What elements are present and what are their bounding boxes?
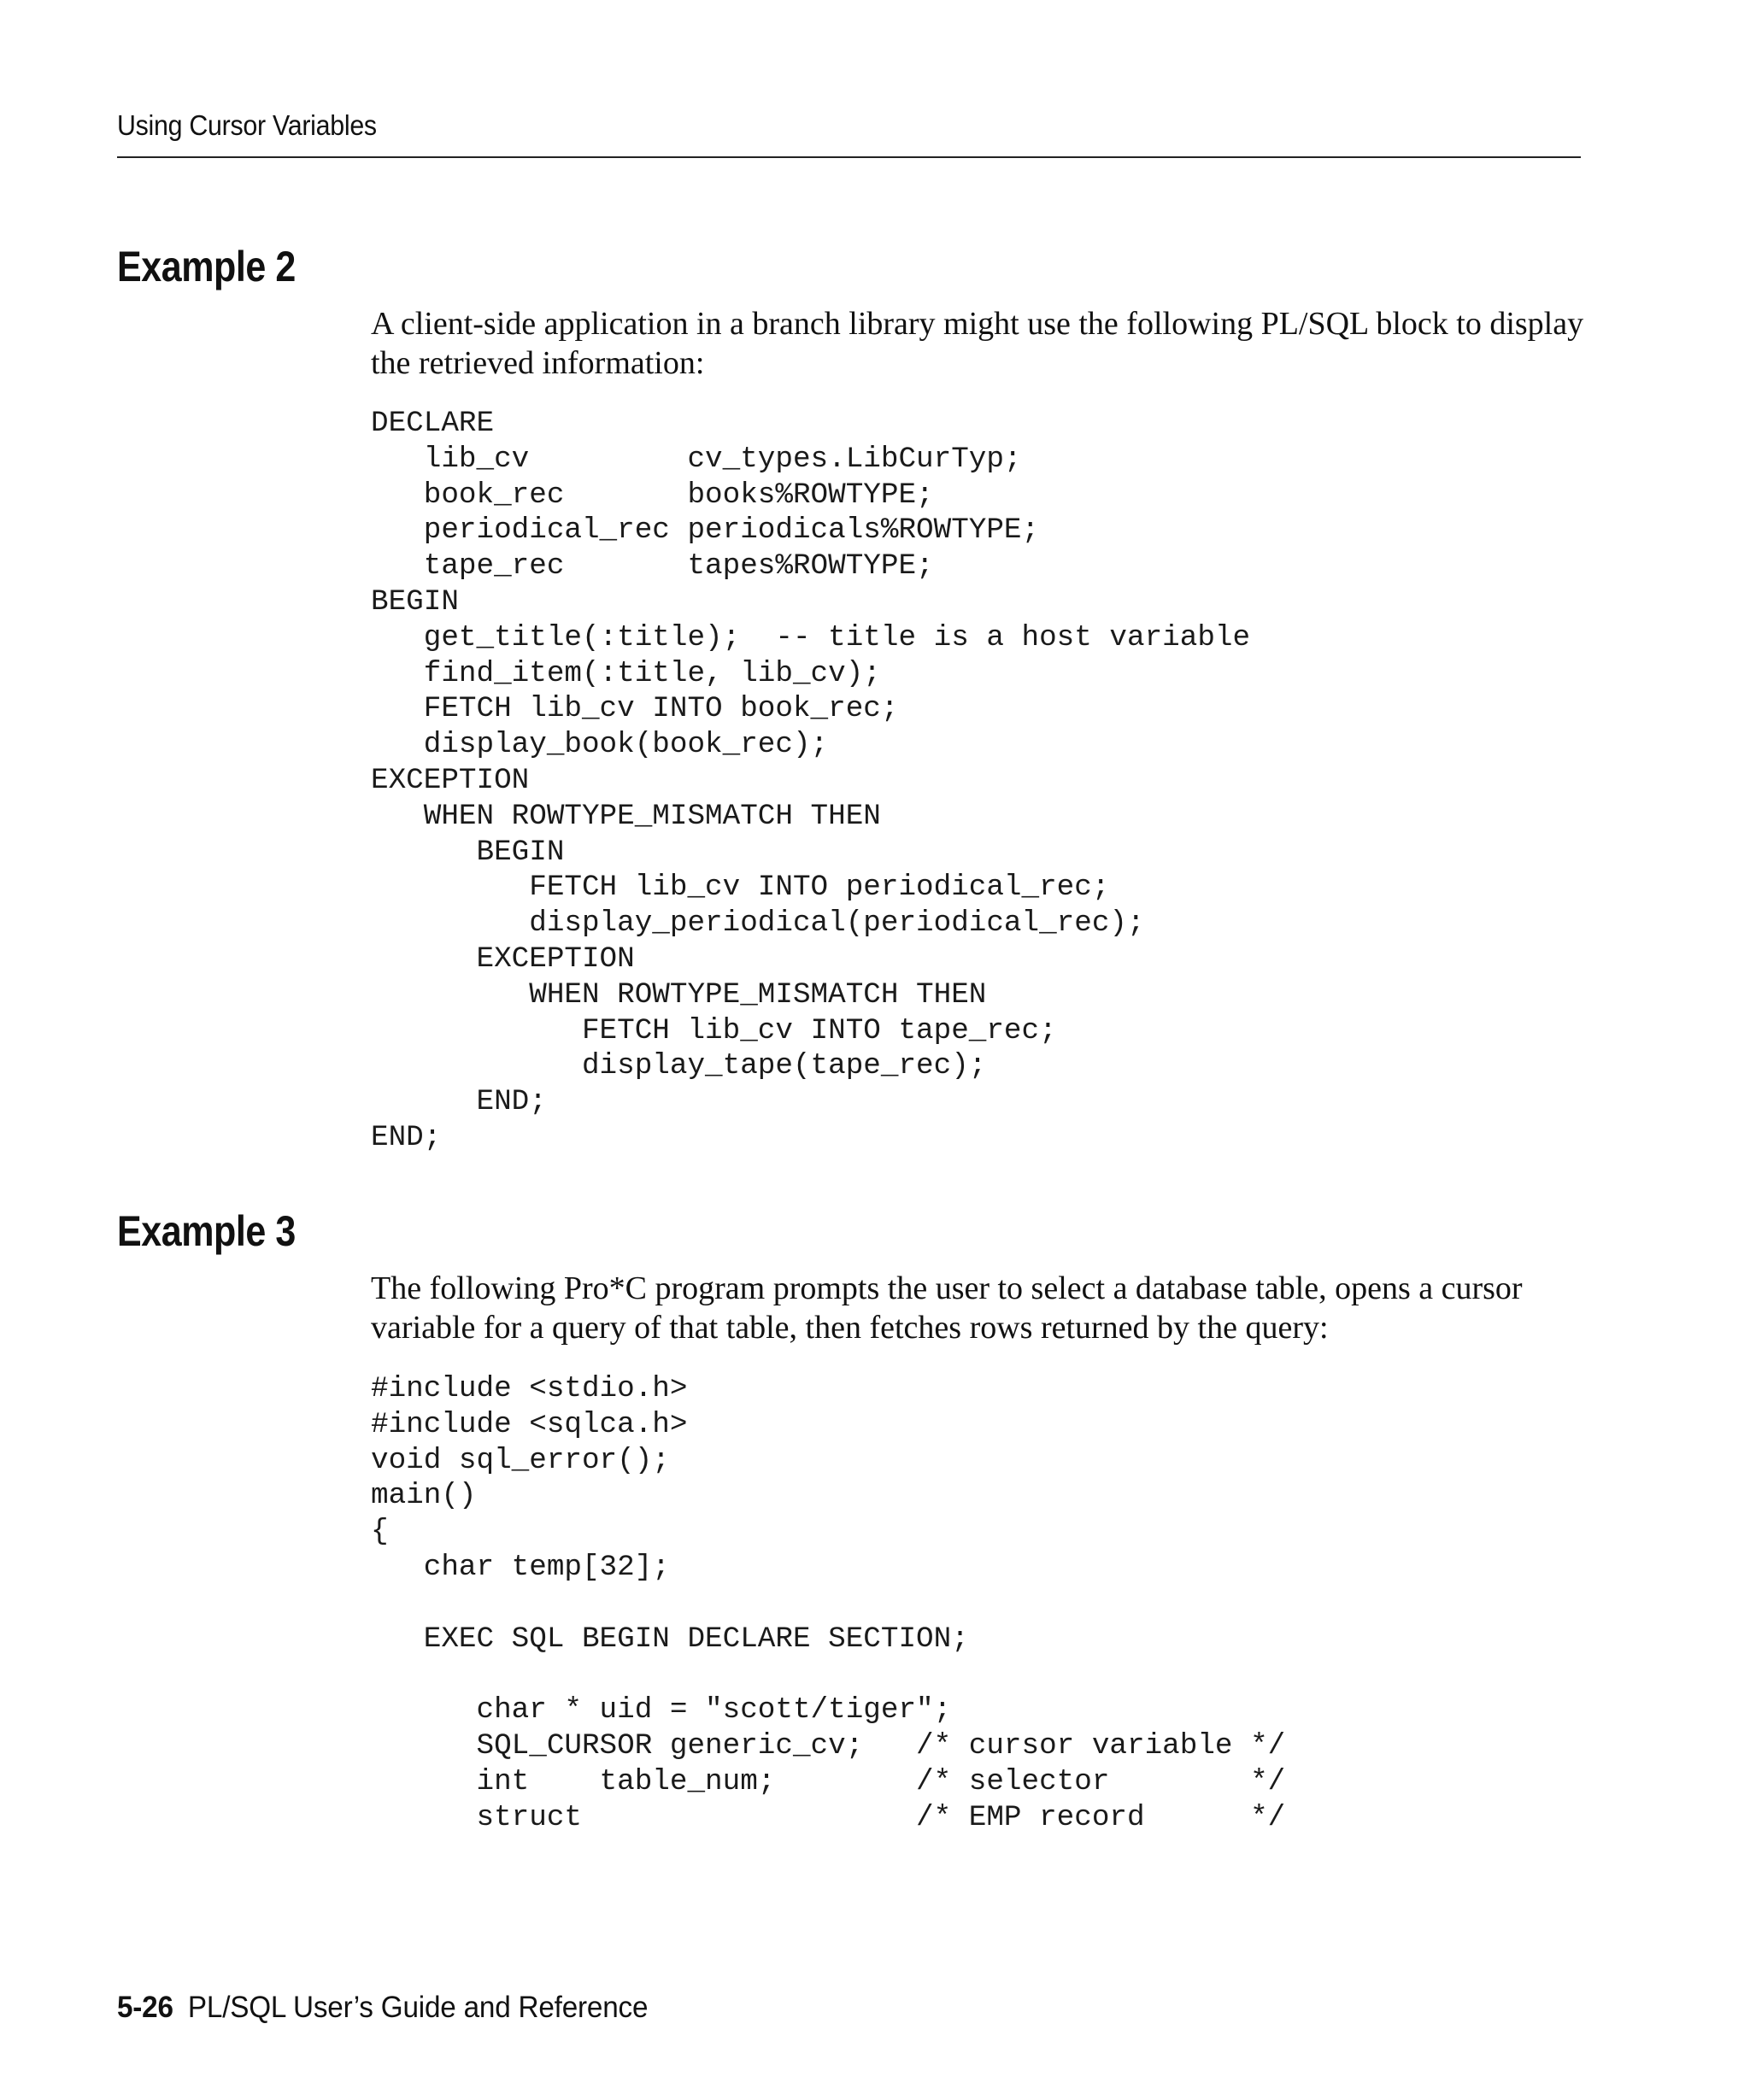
code-line: int table_num; /* selector */ [371, 1764, 1286, 1798]
code-line: display_book(book_rec); [371, 728, 829, 762]
code-line: BEGIN [371, 584, 459, 619]
page-footer [117, 1991, 648, 2025]
code-line: WHEN ROWTYPE_MISMATCH THEN [371, 977, 987, 1012]
header-rule [117, 156, 1581, 158]
code-line: book_rec books%ROWTYPE; [371, 478, 934, 512]
running-header: Using Cursor Variables [117, 109, 377, 141]
code-line [371, 1586, 1285, 1622]
code-line: FETCH lib_cv INTO tape_rec; [371, 1013, 1057, 1047]
page-number: 5-26 [117, 1991, 173, 2024]
code-line [371, 1657, 1285, 1692]
code-line: void sql_error(); [371, 1443, 670, 1477]
code-line: tape_rec tapes%ROWTYPE; [371, 549, 934, 584]
code-line: char temp[32]; [371, 1550, 670, 1584]
code-line: EXEC SQL BEGIN DECLARE SECTION; [371, 1622, 969, 1656]
code-line: EXCEPTION [371, 763, 530, 797]
code-line: display_periodical(periodical_rec); [371, 906, 1145, 941]
code-line: WHEN ROWTYPE_MISMATCH THEN [371, 799, 881, 833]
code-line: { [371, 1515, 389, 1549]
code-line: END; [371, 1120, 442, 1154]
code-line: get_title(:title); -- title is a host variable [371, 620, 1251, 654]
example-3-code-block [371, 1371, 1285, 1835]
example-2-intro: A client-side application in a branch library might use the following PL/SQL block to display the retrieved information: [371, 306, 1584, 381]
code-line: lib_cv cv_types.LibCurTyp; [371, 442, 1022, 476]
example-3-heading: Example 3 [117, 1207, 296, 1255]
code-line: SQL_CURSOR generic_cv; /* cursor variable */ [371, 1728, 1286, 1763]
code-line: #include <stdio.h> [371, 1372, 688, 1405]
example-2-heading: Example 2 [117, 243, 296, 290]
book-title: PL/SQL User’s Guide and Reference [187, 1991, 649, 2024]
code-line: struct /* EMP record */ [371, 1800, 1286, 1834]
code-line: EXCEPTION [371, 941, 635, 976]
code-line: char * uid = "scott/tiger"; [371, 1693, 952, 1728]
code-line: find_item(:title, lib_cv); [371, 656, 881, 690]
code-line: periodical_rec periodicals%ROWTYPE; [371, 513, 1040, 548]
code-line: #include <sqlca.h> [371, 1407, 688, 1441]
code-line: main() [371, 1479, 477, 1513]
code-line: END; [371, 1085, 547, 1119]
code-line: FETCH lib_cv INTO periodical_rec; [371, 871, 1110, 905]
example-3-intro: The following Pro*C program prompts the user to select a database table, opens a cursor variable for a query of that table, then fetches rows returned by the query: [371, 1270, 1523, 1346]
code-line: BEGIN [371, 835, 565, 869]
code-line: display_tape(tape_rec); [371, 1049, 987, 1083]
example-2-code-block [371, 406, 1250, 1156]
code-line: DECLARE [371, 407, 495, 440]
code-line: FETCH lib_cv INTO book_rec; [371, 692, 899, 726]
